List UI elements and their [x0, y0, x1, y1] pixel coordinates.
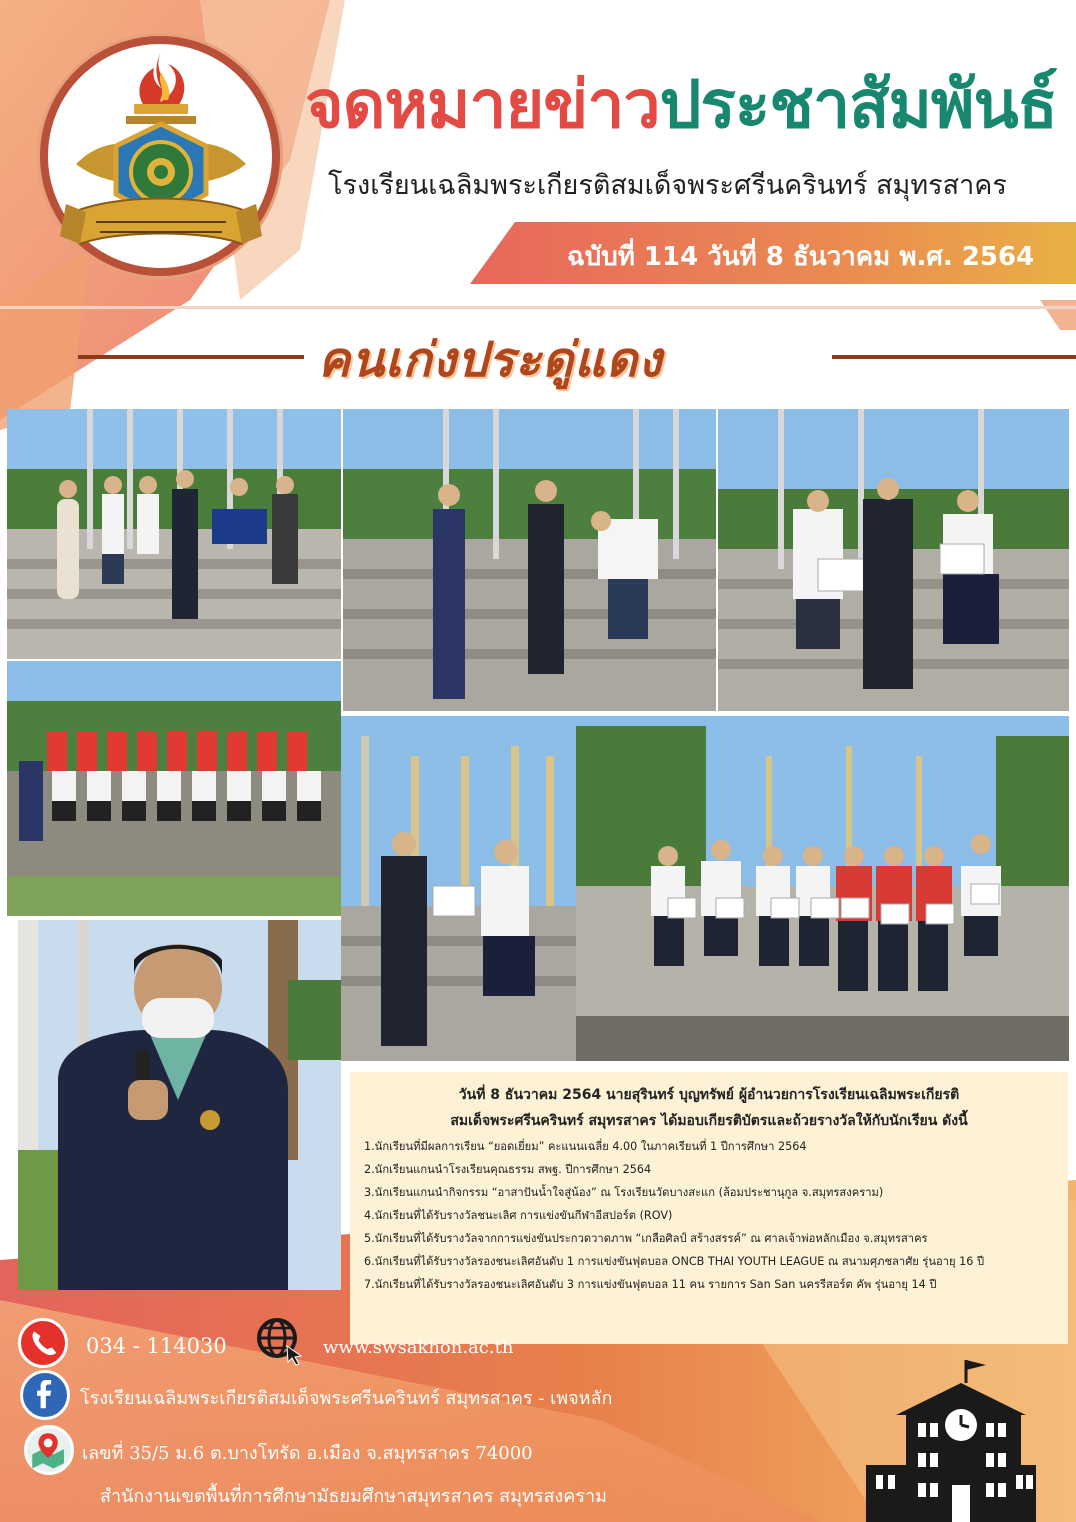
award-item: 2.นักเรียนแกนนำโรงเรียนคุณธรรม สพฐ. ปีการศึกษา 2564 [364, 1163, 652, 1176]
award-item: 6.นักเรียนที่ได้รับรางวัลรองชนะเลิศอันดับ 1 การแข่งขันฟุตบอล ONCB THAI YOUTH LEAGUE ณ สนามศุภชลาศัย รุ่นอายุ 16 ปี [364, 1255, 985, 1268]
photo-students-group [576, 716, 1069, 1061]
map-pin-icon [24, 1425, 74, 1475]
school-emblem-logo [56, 44, 266, 264]
award-list [364, 1135, 1064, 1296]
school-building-icon [866, 1355, 1036, 1522]
school-name: โรงเรียนเฉลิมพระเกียรติสมเด็จพระศรีนครินทร์ สมุทรสาคร [328, 170, 1007, 201]
photo-certificate-single [341, 716, 576, 1061]
section-line-right [832, 355, 1076, 359]
award-item: 1.นักเรียนที่มีผลการเรียน “ยอดเยี่ยม” คะแนนเฉลี่ย 4.00 ในภาคเรียนที่ 1 ปีการศึกษา 2564 [364, 1140, 807, 1153]
title-part-red: จดหมายข่าว [305, 66, 660, 143]
award-item: 7.นักเรียนที่ได้รับรางวัลรองชนะเลิศอันดับ 3 การแข่งขันฟุตบอล 11 คน รายการ San San นครรีสอร์ต คัพ รุ่นอายุ 14 ปี [364, 1278, 937, 1291]
section-title: คนเก่งประดู่แดง [318, 332, 663, 388]
info-heading-line2: สมเด็จพระศรีนครินทร์ สมุทรสาคร ได้มอบเกียรติบัตรและถ้วยรางวัลให้กับนักเรียน ดังนี้ [450, 1113, 968, 1129]
photo-award-group [7, 409, 341, 659]
phone-icon [18, 1318, 68, 1368]
education-office: สำนักงานเขตพื้นที่การศึกษามัธยมศึกษาสมุทรสาคร สมุทรสงคราม [100, 1486, 607, 1507]
photo-certificate-pair [718, 409, 1069, 711]
newsletter-title [305, 66, 1057, 143]
award-item: 4.นักเรียนที่ได้รับรางวัลชนะเลิศ การแข่งขันกีฬาอีสปอร์ต (ROV) [364, 1209, 673, 1222]
globe-icon [255, 1316, 305, 1366]
phone-number[interactable]: 034 - 114030 [86, 1334, 227, 1358]
photo-football-team [7, 661, 341, 916]
info-heading-line1: วันที่ 8 ธันวาคม 2564 นายสุรินทร์ บุญทรัพย์ ผู้อำนวยการโรงเรียนเฉลิมพระเกียรติ [458, 1087, 960, 1103]
section-line-left [78, 355, 304, 359]
header-divider [0, 306, 1076, 309]
issue-number-date: ฉบับที่ 114 วันที่ 8 ธันวาคม พ.ศ. 2564 [567, 242, 1035, 272]
website-link[interactable]: www.swsakhon.ac.th [323, 1337, 514, 1358]
photo-medal-ceremony [343, 409, 716, 711]
address: เลขที่ 35/5 ม.6 ต.บางโทรัด อ.เมือง จ.สมุทรสาคร 74000 [82, 1443, 533, 1464]
award-item: 3.นักเรียนแกนนำกิจกรรม “อาสาปันน้ำใจสู่น้อง” ณ โรงเรียนวัดบางสะแก (ล้อมประชานุกูล จ.สมุทรสงคราม) [364, 1186, 884, 1199]
facebook-page-link[interactable]: โรงเรียนเฉลิมพระเกียรติสมเด็จพระศรีนครินทร์ สมุทรสาคร - เพจหลัก [80, 1388, 613, 1409]
title-part-green: ประชาสัมพันธ์ [659, 66, 1057, 143]
photo-director-speaking [18, 920, 341, 1290]
award-item: 5.นักเรียนที่ได้รับรางวัลจากการแข่งขันประกวดวาดภาพ “เกลือศิลป์ สร้างสรรค์” ณ ศาลเจ้าพ่อหลักเมือง จ.สมุทรสาคร [364, 1232, 928, 1245]
facebook-icon [20, 1370, 70, 1420]
